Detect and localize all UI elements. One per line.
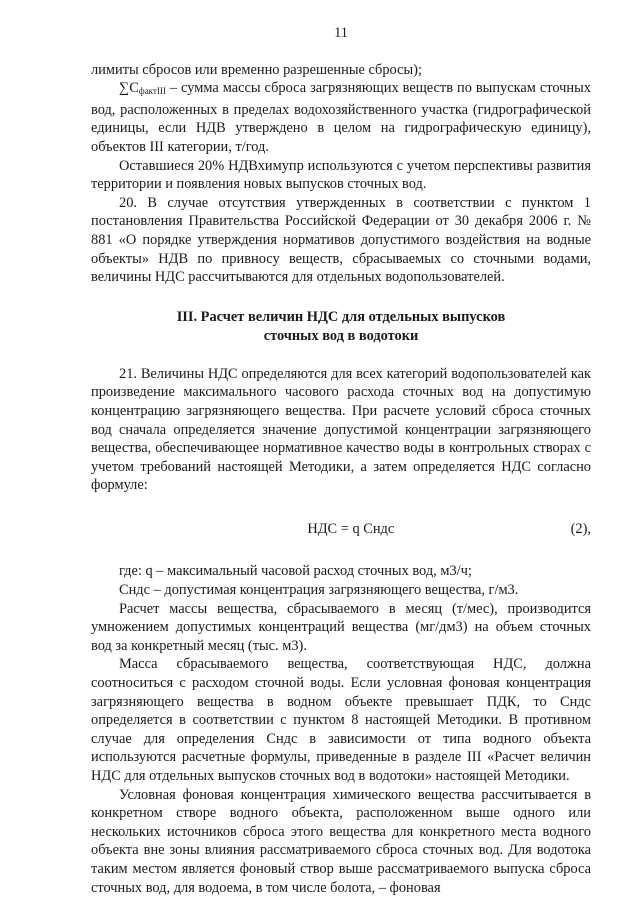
document-page bbox=[91, 24, 591, 897]
sum-symbol: $\sum C_{фактIII}$ bbox=[119, 80, 166, 97]
section-heading-line-2: сточных вод в водотоки bbox=[263, 327, 419, 344]
paragraph-20: 20. В случае отсутствия утвержденных в соответствии с пунктом 1 постановления Правительства Российской Федерации от 30 декабря 2006 г. № 881 «О порядке утверждения нормативов допустимого воздействия на водные объекты» НДВ по привносу веществ, сбрасываемых со сточными водами, величины НДС рассчитываются для отдельных водопользователей. bbox=[91, 194, 591, 286]
paragraph-sum-definition: $\sum C_{фактIII}$ – сумма массы сброса загрязняющих веществ по выпускам сточных вод, расположенных в пределах водохозяйственного участка (гидрографической единицы, если НДВ утверждено в целом на гидрографическую единицу), объектов III категории, т/год. bbox=[91, 80, 591, 155]
paragraph-limits: лимиты сбросов или временно разрешенные сбросы); bbox=[91, 61, 422, 78]
page-number: 11 bbox=[334, 25, 348, 41]
section-heading-line-1: III. Расчет величин НДС для отдельных выпусков bbox=[176, 308, 506, 325]
definition-cnds: Cндс – допустимая концентрация загрязняющего вещества, г/м3. bbox=[119, 582, 519, 599]
paragraph-21: 21. Величины НДС определяются для всех категорий водопользователей как произведение максимального часового расхода сточных вод на допустимую концентрацию загрязняющего вещества. При расчете условий сброса сточных вод сначала определяется значение допустимой концентрации загрязняющего вещества, обеспечивающее нормативное качество воды в контрольных створах с учетом требований настоящей Методики, а затем определяется НДС согласно формуле: bbox=[91, 365, 591, 494]
formula-number: (2), bbox=[570, 520, 591, 537]
paragraph-mass-correspondence: Масса сбрасываемого вещества, соответствующая НДС, должна соотноситься с расходом сточной воды. Если условная фоновая концентрация загрязняющего вещества в водном объекте превышает ПДК, то Cндс определяется в соответствии с пунктом 8 настоящей Методики. В противном случае для определения Cндс в зависимости от типа водного объекта используются расчетные формулы, приведенные в разделе III «Расчет величин НДС для отдельных выпусков сточных вод в водотоки» настоящей Методики. bbox=[91, 656, 591, 784]
paragraph-background-concentration: Условная фоновая концентрация химического вещества рассчитывается в конкретном створе водного объекта, расположенном выше одного или нескольких источников сброса этого вещества для конкретного места водного объекта вне зоны влияния рассматриваемого сброса сточных вод. Для водотока таким местом является фоновый створ выше рассматриваемого выпуска сброса сточных вод, для водоема, в том числе болота, – фоновая bbox=[91, 786, 591, 896]
paragraph-monthly-mass: Расчет массы вещества, сбрасываемого в месяц (т/мес), производится умножением допустимых концентраций вещества (мг/дм3) на объем сточных вод за конкретный месяц (тыс. м3). bbox=[91, 600, 591, 654]
paragraph-remaining-20: Оставшиеся 20% НДВхимупр используются с учетом перспективы развития территории и появления новых выпусков сточных вод. bbox=[91, 157, 591, 193]
definition-q: где: q – максимальный часовой расход сточных вод, м3/ч; bbox=[119, 563, 472, 580]
formula-expression: НДС = q Cндс bbox=[307, 520, 395, 537]
formula-block bbox=[91, 520, 591, 539]
section-heading bbox=[91, 308, 591, 346]
